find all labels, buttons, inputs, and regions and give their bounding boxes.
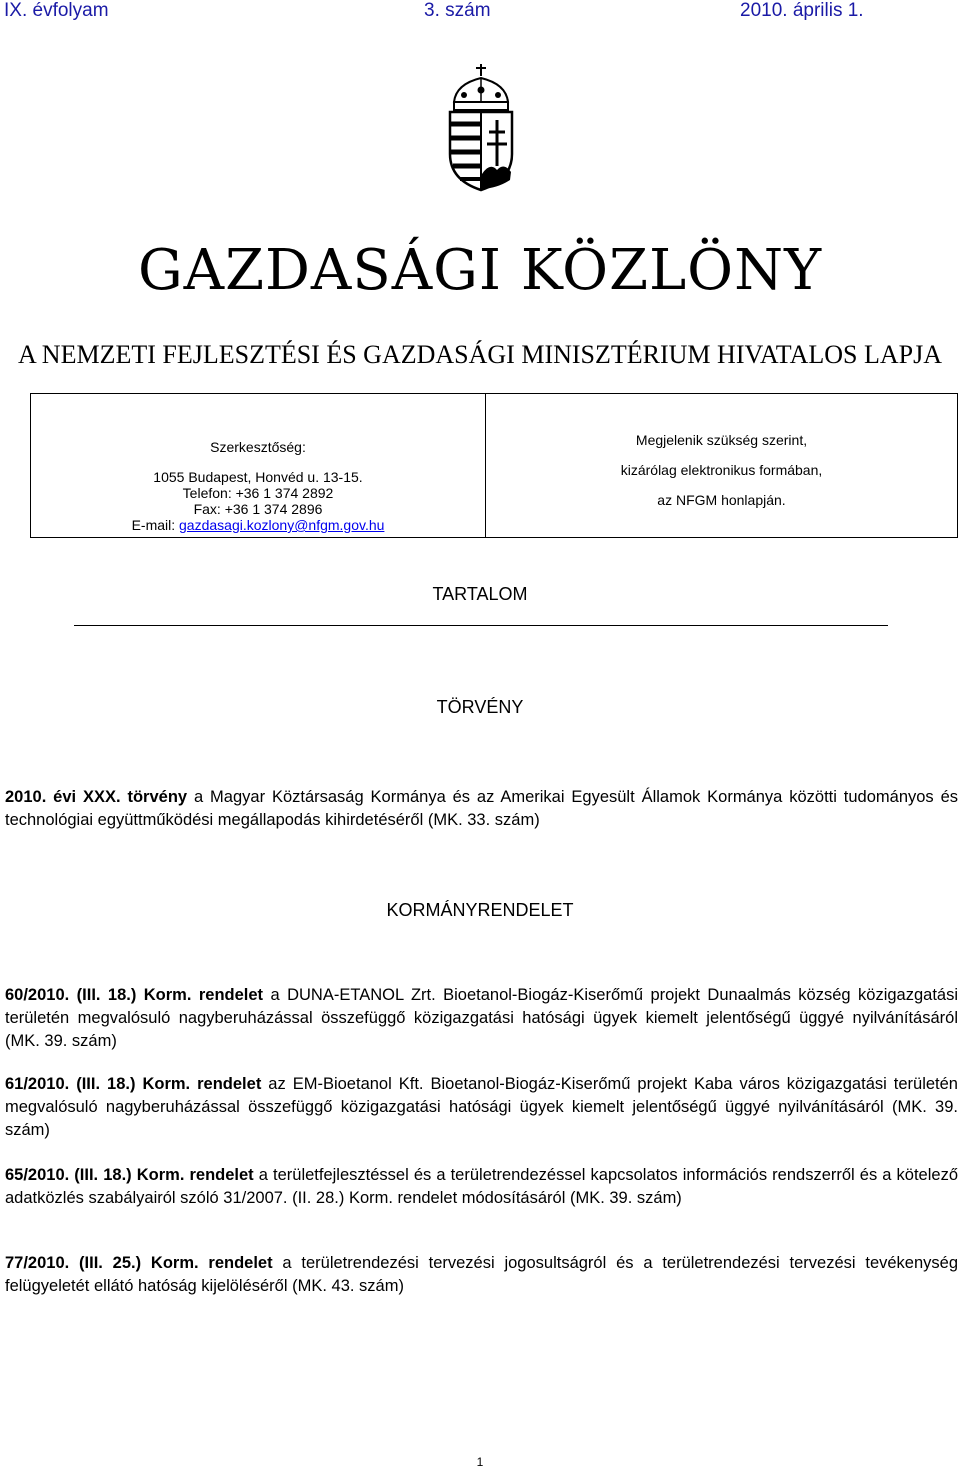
editorial-phone: Telefon: +36 1 374 2892	[182, 485, 334, 501]
contents-entry	[5, 984, 958, 1053]
entry-text: a területrendezési tervezési jogosultságról és a területrendezési tervezési tevékenység felügyeletét ellátó hatóság kijelöléséről (MK. 43. szám)	[5, 1254, 959, 1295]
entry-reference: 77/2010. (III. 25.) Korm. rendelet	[5, 1254, 273, 1272]
editorial-label: Szerkesztőség:	[210, 439, 306, 455]
section-heading-law: TÖRVÉNY	[436, 697, 524, 717]
publication-notice	[486, 394, 957, 537]
email-label: E-mail:	[131, 517, 180, 533]
entry-reference: 60/2010. (III. 18.) Korm. rendelet	[5, 986, 264, 1004]
contents-entry	[5, 786, 958, 832]
editorial-fax: Fax: +36 1 374 2896	[193, 501, 323, 517]
email-link[interactable]: gazdasagi.kozlony@nfgm.gov.hu	[179, 517, 385, 533]
issue-number: 3. szám	[424, 0, 491, 21]
section-heading-decree: KORMÁNYRENDELET	[386, 900, 574, 920]
entry-reference: 65/2010. (III. 18.) Korm. rendelet	[5, 1166, 254, 1184]
entry-text: az EM-Bioetanol Kft. Bioetanol-Biogáz-Kiserőmű projekt Kaba város közigazgatási területén megvalósuló nagyberuházással összefüggő közigazgatási hatósági ügyek kiemelt jelentőségű üggyé nyilvánításáról (MK. 39. szám)	[5, 1075, 958, 1139]
notice-line-3: az NFGM honlapján.	[657, 492, 786, 508]
coat-of-arms-icon	[446, 62, 516, 192]
entry-reference: 2010. évi XXX. törvény	[5, 788, 188, 806]
publication-title: GAZDASÁGI KÖZLÖNY	[137, 238, 823, 303]
publication-subtitle: A NEMZETI FEJLESZTÉSI ÉS GAZDASÁGI MINISZTÉRIUM HIVATALOS LAPJA	[17, 340, 943, 369]
editorial-office	[31, 394, 486, 537]
contents-heading: TARTALOM	[432, 584, 528, 604]
editorial-email-line	[31, 517, 485, 533]
notice-line-2: kizárólag elektronikus formában,	[620, 462, 823, 478]
entry-text: a területfejlesztéssel és a területrendezéssel kapcsolatos információs rendszerről és a kötelező adatközlés szabályairól szóló 31/2007. (II. 28.) Korm. rendelet módosításáról (MK. 39. szám)	[5, 1166, 959, 1207]
info-box	[30, 393, 958, 538]
contents-entry	[5, 1252, 958, 1298]
notice-line-1: Megjelenik szükség szerint,	[635, 432, 808, 448]
entry-text: a DUNA-ETANOL Zrt. Bioetanol-Biogáz-Kiserőmű projekt Dunaalmás község közigazgatási területén megvalósuló nagyberuházással összefüggő közigazgatási hatósági ügyek kiemelt jelentőségű üggyé nyilvánításáról (MK. 39. szám)	[5, 986, 958, 1050]
entry-reference: 61/2010. (III. 18.) Korm. rendelet	[5, 1075, 262, 1093]
issue-date: 2010. április 1.	[740, 0, 864, 21]
contents-entry	[5, 1164, 958, 1210]
editorial-address: 1055 Budapest, Honvéd u. 13-15.	[153, 469, 363, 485]
contents-entry	[5, 1073, 958, 1142]
page-number: 1	[476, 1455, 484, 1469]
contents-divider	[74, 625, 888, 626]
issue-header	[0, 0, 960, 26]
entry-text: a Magyar Köztársaság Kormánya és az Amerikai Egyesült Államok Kormánya közötti tudományos és technológiai együttműködési megállapodás kihirdetéséről (MK. 33. szám)	[5, 788, 958, 829]
volume-label: IX. évfolyam	[4, 0, 109, 21]
